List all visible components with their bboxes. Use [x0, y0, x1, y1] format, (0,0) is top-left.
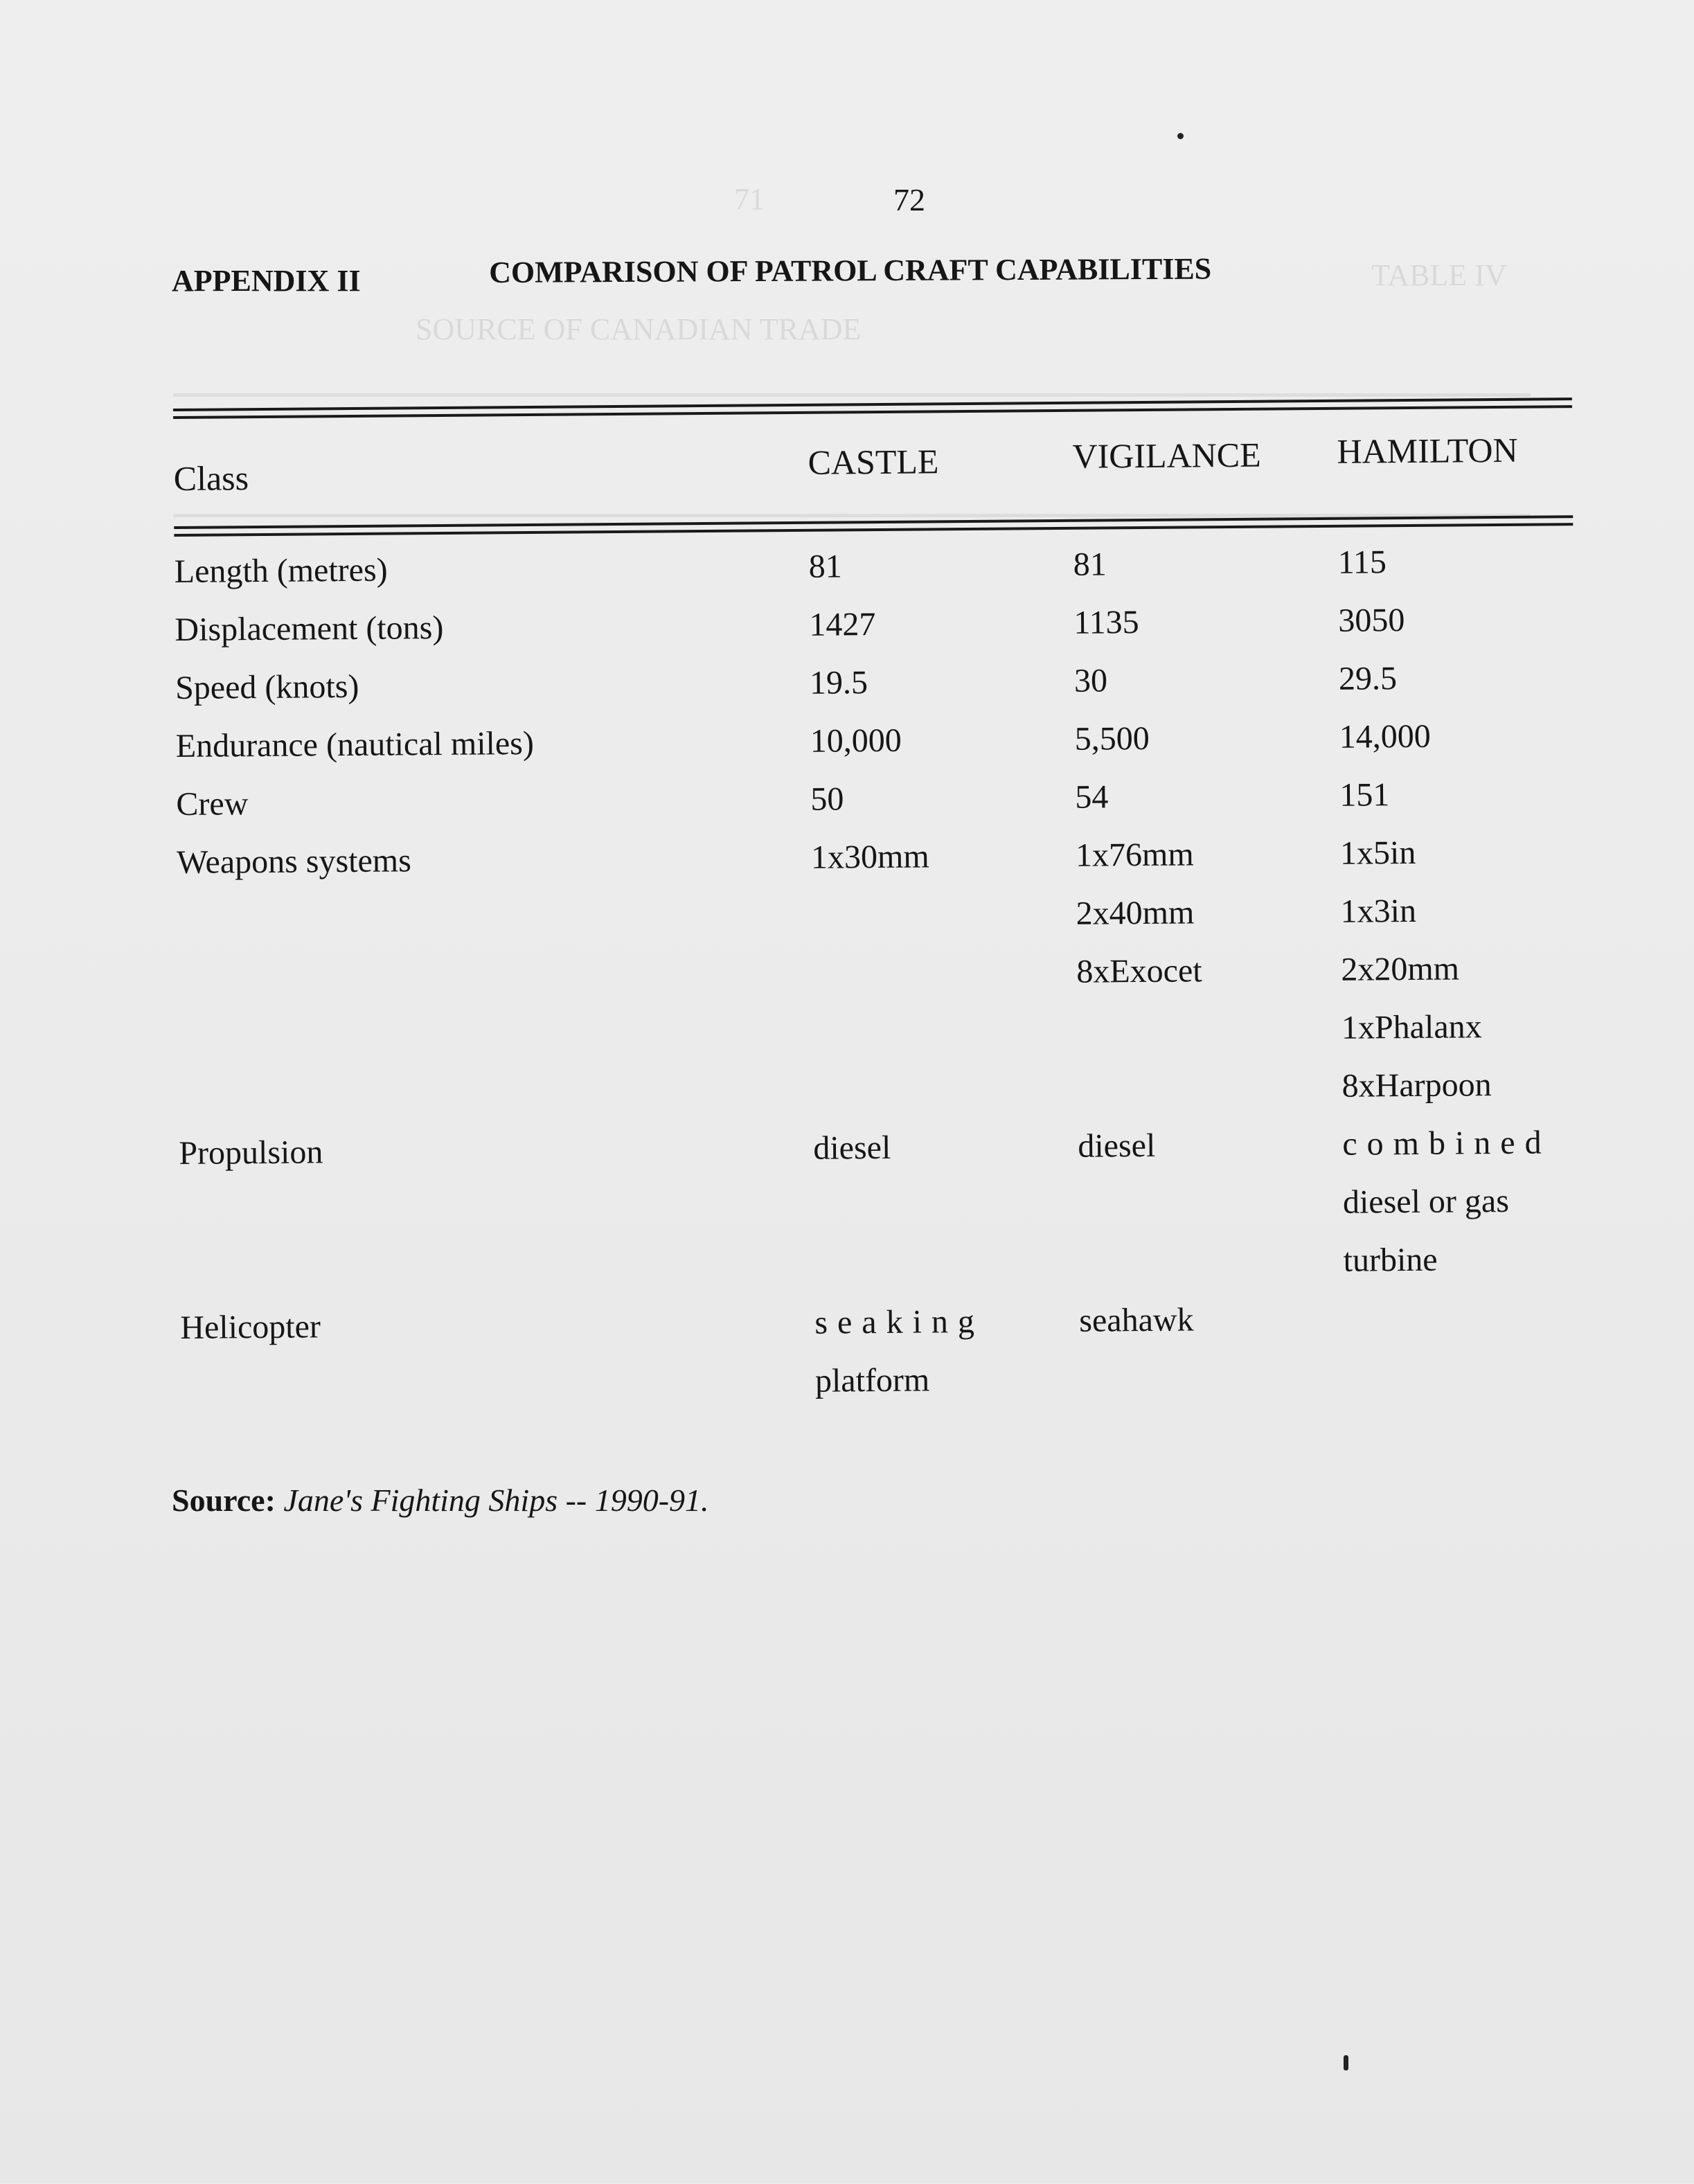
column-header-hamilton: HAMILTON [1337, 430, 1518, 471]
hamilton-weapons-2: 1x3in [1340, 892, 1417, 930]
castle-speed: 19.5 [809, 664, 868, 701]
row-label-weapons: Weapons systems [176, 842, 412, 881]
row-label-speed: Speed (knots) [175, 668, 359, 706]
castle-propulsion: diesel [813, 1129, 891, 1167]
hamilton-displacement: 3050 [1338, 602, 1405, 639]
castle-helicopter-2: platform [814, 1361, 930, 1399]
row-label-propulsion: Propulsion [179, 1134, 323, 1172]
source-citation: Jane's Fighting Ships -- 1990-91. [283, 1483, 709, 1518]
vigilance-propulsion: diesel [1078, 1127, 1156, 1165]
vigilance-weapons-3: 8xExocet [1076, 952, 1202, 990]
hamilton-weapons-5: 8xHarpoon [1341, 1066, 1492, 1104]
row-label-helicopter: Helicopter [180, 1308, 321, 1346]
row-label-endurance: Endurance (nautical miles) [175, 724, 535, 764]
vigilance-length: 81 [1073, 546, 1107, 583]
hamilton-propulsion-1: combined [1342, 1124, 1551, 1163]
hamilton-weapons-1: 1x5in [1339, 834, 1416, 872]
castle-weapons: 1x30mm [810, 838, 929, 876]
source-label: Source: [172, 1483, 276, 1518]
castle-displacement: 1427 [809, 606, 876, 643]
page-number: 72 [893, 182, 925, 217]
castle-endurance: 10,000 [810, 722, 902, 760]
row-label-displacement: Displacement (tons) [175, 609, 444, 648]
row-label-crew: Crew [176, 785, 249, 823]
castle-length: 81 [808, 548, 842, 585]
vigilance-endurance: 5,500 [1074, 719, 1150, 758]
vigilance-weapons-2: 2x40mm [1076, 894, 1195, 932]
vigilance-weapons-1: 1x76mm [1075, 836, 1194, 874]
vigilance-displacement: 1135 [1073, 604, 1139, 641]
column-header-class: Class [173, 458, 249, 498]
scan-speck-2 [1344, 2055, 1348, 2070]
hamilton-weapons-4: 1xPhalanx [1341, 1008, 1482, 1046]
appendix-label: APPENDIX II [172, 264, 361, 298]
hamilton-propulsion-2: diesel or gas [1342, 1182, 1510, 1221]
row-label-length: Length (metres) [174, 551, 388, 590]
column-header-castle: CASTLE [808, 442, 939, 482]
vigilance-helicopter: seahawk [1079, 1301, 1194, 1339]
hamilton-length: 115 [1337, 544, 1387, 581]
castle-helicopter: seaking [814, 1303, 985, 1341]
column-header-vigilance: VIGILANCE [1072, 435, 1261, 476]
hamilton-weapons-3: 2x20mm [1341, 950, 1460, 988]
scan-speck [1177, 133, 1184, 139]
hamilton-propulsion-3: turbine [1343, 1241, 1438, 1279]
appendix-title: COMPARISON OF PATROL CRAFT CAPABILITIES [489, 251, 1212, 289]
hamilton-endurance: 14,000 [1339, 717, 1431, 755]
hamilton-crew: 151 [1339, 776, 1390, 814]
hamilton-speed: 29.5 [1338, 660, 1398, 697]
bleed-through-background: 71 TABLE IV SOURCE OF CANADIAN TRADE [0, 0, 1694, 2183]
vigilance-speed: 30 [1073, 662, 1108, 699]
source-note [172, 1482, 709, 1519]
castle-crew: 50 [810, 780, 844, 818]
vigilance-crew: 54 [1075, 778, 1109, 816]
